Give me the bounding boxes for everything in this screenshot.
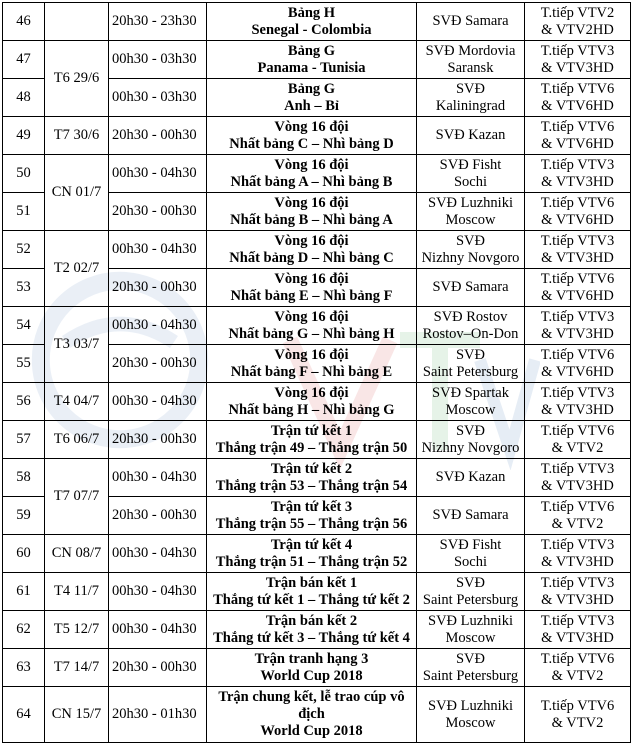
match-date: T7 14/7 bbox=[45, 649, 109, 687]
match-venue: SVĐ Fisht Sochi bbox=[417, 535, 525, 573]
match-number: 60 bbox=[3, 535, 45, 573]
match-name: Trận tứ kết 2 Thắng trận 53 – Thắng trận 54 bbox=[207, 459, 417, 497]
match-date: T3 03/7 bbox=[45, 307, 109, 383]
match-date: T2 02/7 bbox=[45, 231, 109, 307]
match-broadcast: T.tiếp VTV3 & VTV3HD bbox=[525, 41, 631, 79]
match-venue: SVĐ Luzhniki Moscow bbox=[417, 611, 525, 649]
match-number: 53 bbox=[3, 269, 45, 307]
match-name: Bảng G Anh – Bỉ bbox=[207, 79, 417, 117]
match-venue: SVĐ Samara bbox=[417, 3, 525, 41]
match-date: T7 07/7 bbox=[45, 459, 109, 535]
match-number: 56 bbox=[3, 383, 45, 421]
table-row bbox=[3, 573, 631, 611]
match-number: 59 bbox=[3, 497, 45, 535]
match-broadcast: T.tiếp VTV6 & VTV2 bbox=[525, 649, 631, 687]
table-row bbox=[3, 383, 631, 421]
match-time: 00h30 - 03h30 bbox=[109, 79, 207, 117]
match-broadcast: T.tiếp VTV3 & VTV3HD bbox=[525, 231, 631, 269]
match-number: 62 bbox=[3, 611, 45, 649]
match-broadcast: T.tiếp VTV6 & VTV6HD bbox=[525, 345, 631, 383]
match-venue: SVĐ Samara bbox=[417, 497, 525, 535]
match-time: 00h30 - 04h30 bbox=[109, 459, 207, 497]
match-broadcast: T.tiếp VTV3 & VTV3HD bbox=[525, 155, 631, 193]
match-date: T4 11/7 bbox=[45, 573, 109, 611]
match-venue: SVĐ Kazan bbox=[417, 117, 525, 155]
match-number: 50 bbox=[3, 155, 45, 193]
table-row bbox=[3, 117, 631, 155]
match-venue: SVĐ Saint Petersburg bbox=[417, 345, 525, 383]
match-time: 00h30 - 04h30 bbox=[109, 573, 207, 611]
match-broadcast: T.tiếp VTV6 & VTV6HD bbox=[525, 117, 631, 155]
match-name: Trận tứ kết 1 Thắng trận 49 – Thắng trận 50 bbox=[207, 421, 417, 459]
match-name: Vòng 16 đội Nhất bảng D – Nhì bảng C bbox=[207, 231, 417, 269]
match-name: Bảng G Panama - Tunisia bbox=[207, 41, 417, 79]
match-date: CN 08/7 bbox=[45, 535, 109, 573]
match-number: 51 bbox=[3, 193, 45, 231]
match-broadcast: T.tiếp VTV6 & VTV6HD bbox=[525, 193, 631, 231]
match-name: Vòng 16 đội Nhất bảng A – Nhì bảng B bbox=[207, 155, 417, 193]
match-name: Trận bán kết 1 Thắng tứ kết 1 – Thắng tứ kết 2 bbox=[207, 573, 417, 611]
match-number: 47 bbox=[3, 41, 45, 79]
match-time: 00h30 - 04h30 bbox=[109, 611, 207, 649]
match-venue: SVĐ Samara bbox=[417, 269, 525, 307]
match-name: Trận tứ kết 3 Thắng trận 55 – Thắng trận 56 bbox=[207, 497, 417, 535]
match-time: 00h30 - 04h30 bbox=[109, 155, 207, 193]
table-row bbox=[3, 649, 631, 687]
match-broadcast: T.tiếp VTV3 & VTV3HD bbox=[525, 459, 631, 497]
match-number: 61 bbox=[3, 573, 45, 611]
match-date bbox=[45, 3, 109, 41]
table-row bbox=[3, 421, 631, 459]
table-row bbox=[3, 535, 631, 573]
match-name: Trận tranh hạng 3 World Cup 2018 bbox=[207, 649, 417, 687]
match-venue: SVĐ Nizhny Novgoro bbox=[417, 231, 525, 269]
match-venue: SVĐ Saint Petersburg bbox=[417, 573, 525, 611]
match-time: 20h30 - 00h30 bbox=[109, 421, 207, 459]
match-name: Vòng 16 đội Nhất bảng B – Nhì bảng A bbox=[207, 193, 417, 231]
match-time: 20h30 - 00h30 bbox=[109, 497, 207, 535]
match-venue: SVĐ Kaliningrad bbox=[417, 79, 525, 117]
match-name: Vòng 16 đội Nhất bảng F – Nhì bảng E bbox=[207, 345, 417, 383]
match-name: Vòng 16 đội Nhất bảng H – Nhì bảng G bbox=[207, 383, 417, 421]
table-row bbox=[3, 687, 631, 743]
match-venue: SVĐ Luzhniki Moscow bbox=[417, 687, 525, 743]
match-time: 00h30 - 04h30 bbox=[109, 383, 207, 421]
match-name: Trận chung kết, lễ trao cúp vô địch World Cup 2018 bbox=[207, 687, 417, 743]
match-broadcast: T.tiếp VTV2 & VTV2HD bbox=[525, 3, 631, 41]
match-broadcast: T.tiếp VTV6 & VTV6HD bbox=[525, 269, 631, 307]
match-number: 49 bbox=[3, 117, 45, 155]
match-number: 54 bbox=[3, 307, 45, 345]
match-broadcast: T.tiếp VTV3 & VTV3HD bbox=[525, 307, 631, 345]
match-venue: SVĐ Kazan bbox=[417, 459, 525, 497]
match-number: 52 bbox=[3, 231, 45, 269]
match-time: 20h30 - 01h30 bbox=[109, 687, 207, 743]
table-row bbox=[3, 41, 631, 79]
match-time: 20h30 - 00h30 bbox=[109, 269, 207, 307]
match-venue: SVĐ Rostov Rostov–On-Don bbox=[417, 307, 525, 345]
match-venue: SVĐ Nizhny Novgoro bbox=[417, 421, 525, 459]
table-row bbox=[3, 307, 631, 345]
match-date: T7 30/6 bbox=[45, 117, 109, 155]
match-name: Bảng H Senegal - Colombia bbox=[207, 3, 417, 41]
match-name: Trận tứ kết 4 Thắng trận 51 – Thắng trận 52 bbox=[207, 535, 417, 573]
match-time: 20h30 - 00h30 bbox=[109, 193, 207, 231]
match-time: 00h30 - 04h30 bbox=[109, 535, 207, 573]
match-time: 20h30 - 00h30 bbox=[109, 345, 207, 383]
match-schedule-table bbox=[2, 2, 631, 743]
match-number: 64 bbox=[3, 687, 45, 743]
match-name: Trận bán kết 2 Thắng tứ kết 3 – Thắng tứ kết 4 bbox=[207, 611, 417, 649]
match-venue: SVĐ Saint Petersburg bbox=[417, 649, 525, 687]
match-broadcast: T.tiếp VTV6 & VTV2 bbox=[525, 421, 631, 459]
match-broadcast: T.tiếp VTV3 & VTV3HD bbox=[525, 573, 631, 611]
match-time: 00h30 - 04h30 bbox=[109, 231, 207, 269]
match-number: 63 bbox=[3, 649, 45, 687]
match-time: 20h30 - 00h30 bbox=[109, 117, 207, 155]
match-time: 00h30 - 04h30 bbox=[109, 307, 207, 345]
match-broadcast: T.tiếp VTV6 & VTV2 bbox=[525, 687, 631, 743]
match-venue: SVĐ Luzhniki Moscow bbox=[417, 193, 525, 231]
match-date: CN 01/7 bbox=[45, 155, 109, 231]
match-number: 48 bbox=[3, 79, 45, 117]
match-name: Vòng 16 đội Nhất bảng G – Nhì bảng H bbox=[207, 307, 417, 345]
match-time: 00h30 - 03h30 bbox=[109, 41, 207, 79]
table-row bbox=[3, 231, 631, 269]
match-venue: SVĐ Mordovia Saransk bbox=[417, 41, 525, 79]
match-broadcast: T.tiếp VTV3 & VTV3HD bbox=[525, 535, 631, 573]
table-row bbox=[3, 459, 631, 497]
match-date: T6 06/7 bbox=[45, 421, 109, 459]
match-date: CN 15/7 bbox=[45, 687, 109, 743]
match-broadcast: T.tiếp VTV3 & VTV3HD bbox=[525, 383, 631, 421]
match-name: Vòng 16 đội Nhất bảng E – Nhì bảng F bbox=[207, 269, 417, 307]
match-broadcast: T.tiếp VTV6 & VTV2 bbox=[525, 497, 631, 535]
match-venue: SVĐ Spartak Moscow bbox=[417, 383, 525, 421]
table-row bbox=[3, 155, 631, 193]
match-date: T6 29/6 bbox=[45, 41, 109, 117]
match-number: 57 bbox=[3, 421, 45, 459]
match-date: T5 12/7 bbox=[45, 611, 109, 649]
table-row bbox=[3, 3, 631, 41]
match-venue: SVĐ Fisht Sochi bbox=[417, 155, 525, 193]
match-number: 55 bbox=[3, 345, 45, 383]
match-name: Vòng 16 đội Nhất bảng C – Nhì bảng D bbox=[207, 117, 417, 155]
match-number: 46 bbox=[3, 3, 45, 41]
match-time: 20h30 - 00h30 bbox=[109, 649, 207, 687]
match-time: 20h30 - 23h30 bbox=[109, 3, 207, 41]
match-broadcast: T.tiếp VTV3 & VTV3HD bbox=[525, 611, 631, 649]
match-number: 58 bbox=[3, 459, 45, 497]
match-date: T4 04/7 bbox=[45, 383, 109, 421]
table-row bbox=[3, 611, 631, 649]
match-broadcast: T.tiếp VTV6 & VTV6HD bbox=[525, 79, 631, 117]
